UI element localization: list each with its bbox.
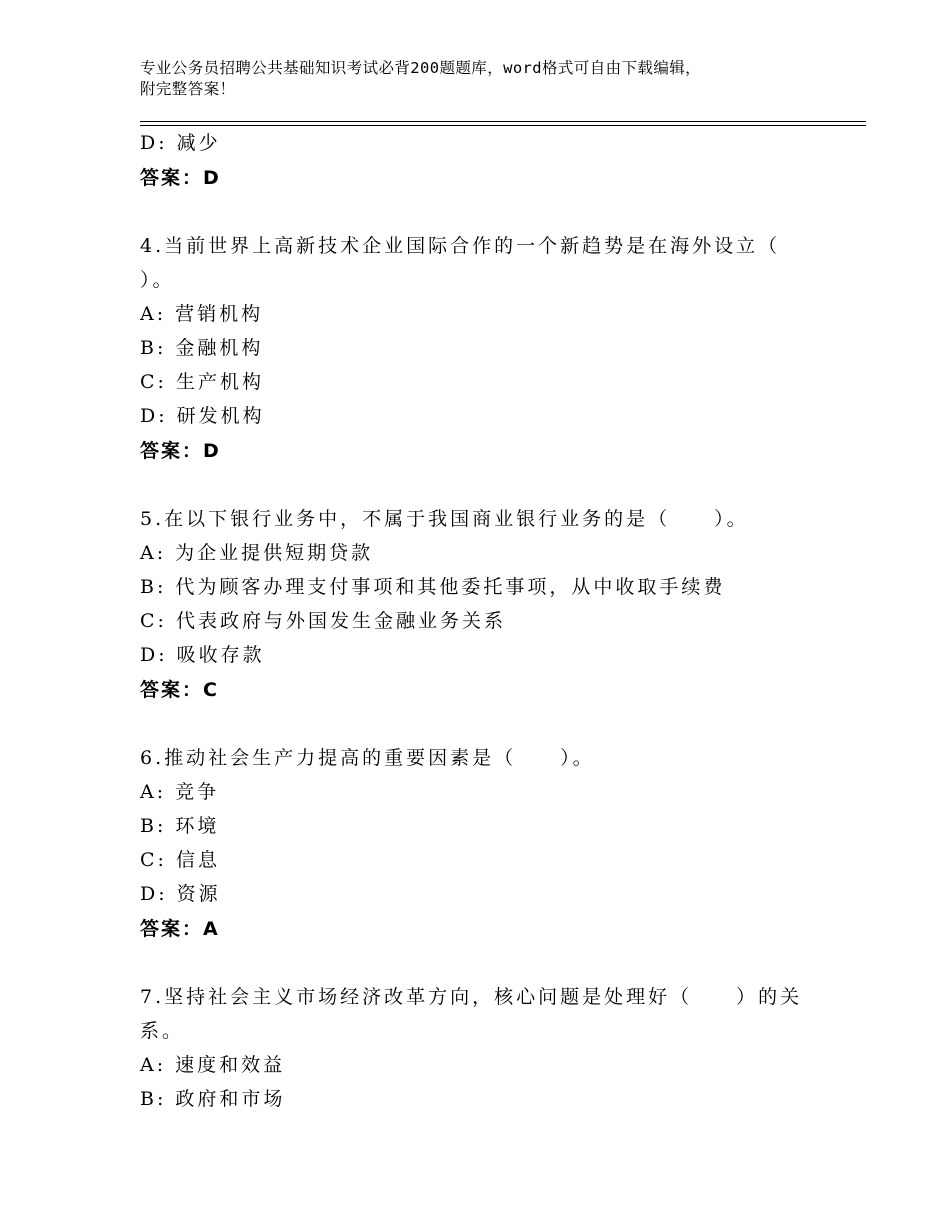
- q5-answer: 答案：C: [140, 679, 219, 701]
- header-divider-top: [140, 121, 866, 122]
- q4-option-a: A: 营销机构: [140, 303, 264, 325]
- q6-option-c: C: 信息: [140, 849, 220, 871]
- document-header: [140, 58, 840, 100]
- header-divider-bottom: [140, 125, 866, 126]
- q7-stem-line-2: 系。: [140, 1020, 185, 1042]
- q4-option-c: C: 生产机构: [140, 371, 264, 393]
- q4-answer: 答案：D: [140, 440, 221, 462]
- q3-option-d: D: 减少: [140, 132, 221, 154]
- q4-option-d: D: 研发机构: [140, 405, 265, 427]
- q5-option-a: A: 为企业提供短期贷款: [140, 542, 374, 564]
- q3-answer: 答案：D: [140, 167, 221, 189]
- q4-stem-line-2: ）。: [140, 269, 175, 291]
- q4-stem-line-1: 4.当前世界上高新技术企业国际合作的一个新趋势是在海外设立（: [140, 235, 781, 257]
- header-line-2: 附完整答案！: [140, 80, 236, 98]
- q6-answer: 答案：A: [140, 918, 220, 940]
- header-line-1: 专业公务员招聘公共基础知识考试必背200题题库，word格式可自由下载编辑，: [140, 59, 702, 77]
- q5-option-c: C: 代表政府与外国发生金融业务关系: [140, 610, 506, 632]
- q5-option-d: D: 吸收存款: [140, 644, 265, 666]
- q6-option-b: B: 环境: [140, 815, 220, 837]
- q7-option-b: B: 政府和市场: [140, 1088, 286, 1110]
- q5-option-b: B: 代为顾客办理支付事项和其他委托事项，从中收取手续费: [140, 576, 726, 598]
- q6-option-d: D: 资源: [140, 883, 221, 905]
- q6-stem-line-1: 6.推动社会生产力提高的重要因素是（ ）。: [140, 747, 595, 769]
- q7-option-a: A: 速度和效益: [140, 1054, 286, 1076]
- q4-option-b: B: 金融机构: [140, 337, 264, 359]
- q7-stem-line-1: 7.坚持社会主义市场经济改革方向，核心问题是处理好（ ）的关: [140, 986, 803, 1008]
- q5-stem-line-1: 5.在以下银行业务中，不属于我国商业银行业务的是（ ）。: [140, 508, 749, 530]
- q6-option-a: A: 竞争: [140, 781, 220, 803]
